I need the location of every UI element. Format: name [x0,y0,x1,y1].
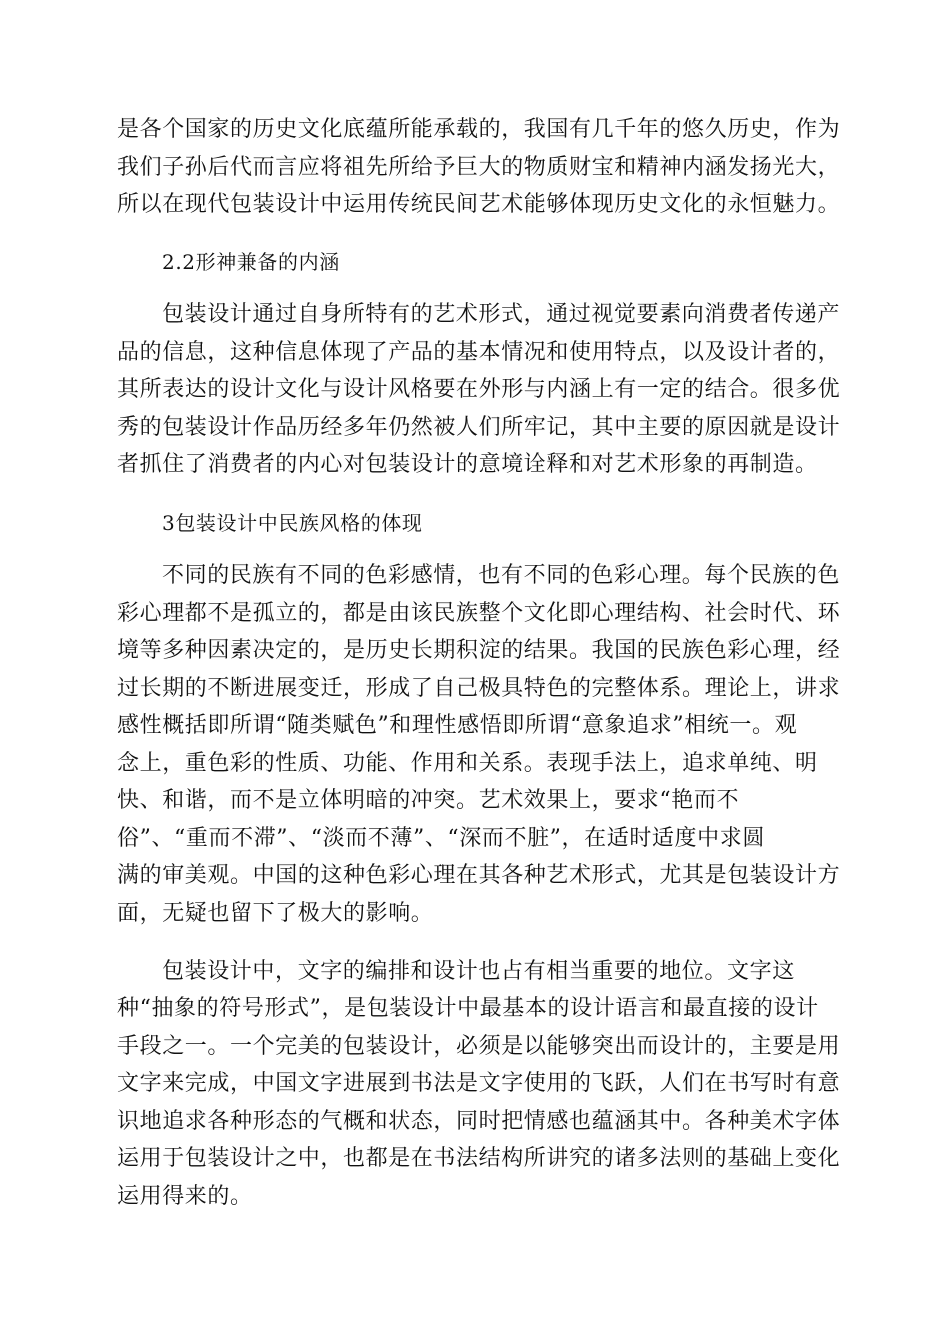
text-line: 过长期的不断进展变迁，形成了自己极具特色的完整体系。理论上，讲求 [117,676,841,701]
text-line: 快、和谐，而不是立体明暗的冲突。艺术效果上，要求“艳而不 [117,788,740,813]
text-line: 种“抽象的符号形式”，是包装设计中最基本的设计语言和最直接的设计 [117,996,819,1021]
text-line: 彩心理都不是孤立的，都是由该民族整个文化即心理结构、社会时代、环 [117,601,841,626]
text-line: 俗”、“重而不滞”、“淡而不薄”、“深而不脏”，在适时适度中求圆 [117,826,765,851]
text-line: 不同的民族有不同的色彩感情，也有不同的色彩心理。每个民族的色 [162,563,841,588]
text-line: 感性概括即所谓“随类赋色”和理性感悟即所谓“意象追求”相统一。观 [117,713,798,738]
text-line: 面，无疑也留下了极大的影响。 [117,901,434,926]
text-line: 文字来完成，中国文字进展到书法是文字使用的飞跃，人们在书写时有意 [117,1071,841,1096]
section-heading: 3包装设计中民族风格的体现 [162,511,423,535]
text-line: 包装设计通过自身所特有的艺术形式，通过视觉要素向消费者传递产 [162,302,841,327]
text-line: 我们子孙后代而言应将祖先所给予巨大的物质财宝和精神内涵发扬光大， [117,155,841,180]
text-line: 念上，重色彩的性质、功能、作用和关系。表现手法上，追求单纯、明 [117,751,818,776]
text-line: 品的信息，这种信息体现了产品的基本情况和使用特点，以及设计者的， [117,340,841,365]
text-line: 识地追求各种形态的气概和状态，同时把情感也蕴涵其中。各种美术字体 [117,1109,841,1134]
text-line: 运用得来的。 [117,1184,253,1209]
text-line: 其所表达的设计文化与设计风格要在外形与内涵上有一定的结合。很多优 [117,377,841,402]
text-line: 秀的包装设计作品历经多年仍然被人们所牢记，其中主要的原因就是设计 [117,415,841,440]
section-heading: 2.2形神兼备的内涵 [162,250,340,274]
text-line: 满的审美观。中国的这种色彩心理在其各种艺术形式，尤其是包装设计方 [117,863,841,888]
text-line: 运用于包装设计之中，也都是在书法结构所讲究的诸多法则的基础上变化 [117,1146,841,1171]
text-line: 境等多种因素决定的，是历史长期积淀的结果。我国的民族色彩心理，经 [117,638,841,663]
text-line: 所以在现代包装设计中运用传统民间艺术能够体现历史文化的永恒魅力。 [117,192,841,217]
text-line: 者抓住了消费者的内心对包装设计的意境诠释和对艺术形象的再制造。 [117,452,818,477]
text-line: 是各个国家的历史文化底蕴所能承载的，我国有几千年的悠久历史，作为 [117,117,841,142]
text-line: 包装设计中，文字的编排和设计也占有相当重要的地位。文字这 [162,959,795,984]
text-line: 手段之一。一个完美的包装设计，必须是以能够突出而设计的，主要是用 [117,1034,841,1059]
